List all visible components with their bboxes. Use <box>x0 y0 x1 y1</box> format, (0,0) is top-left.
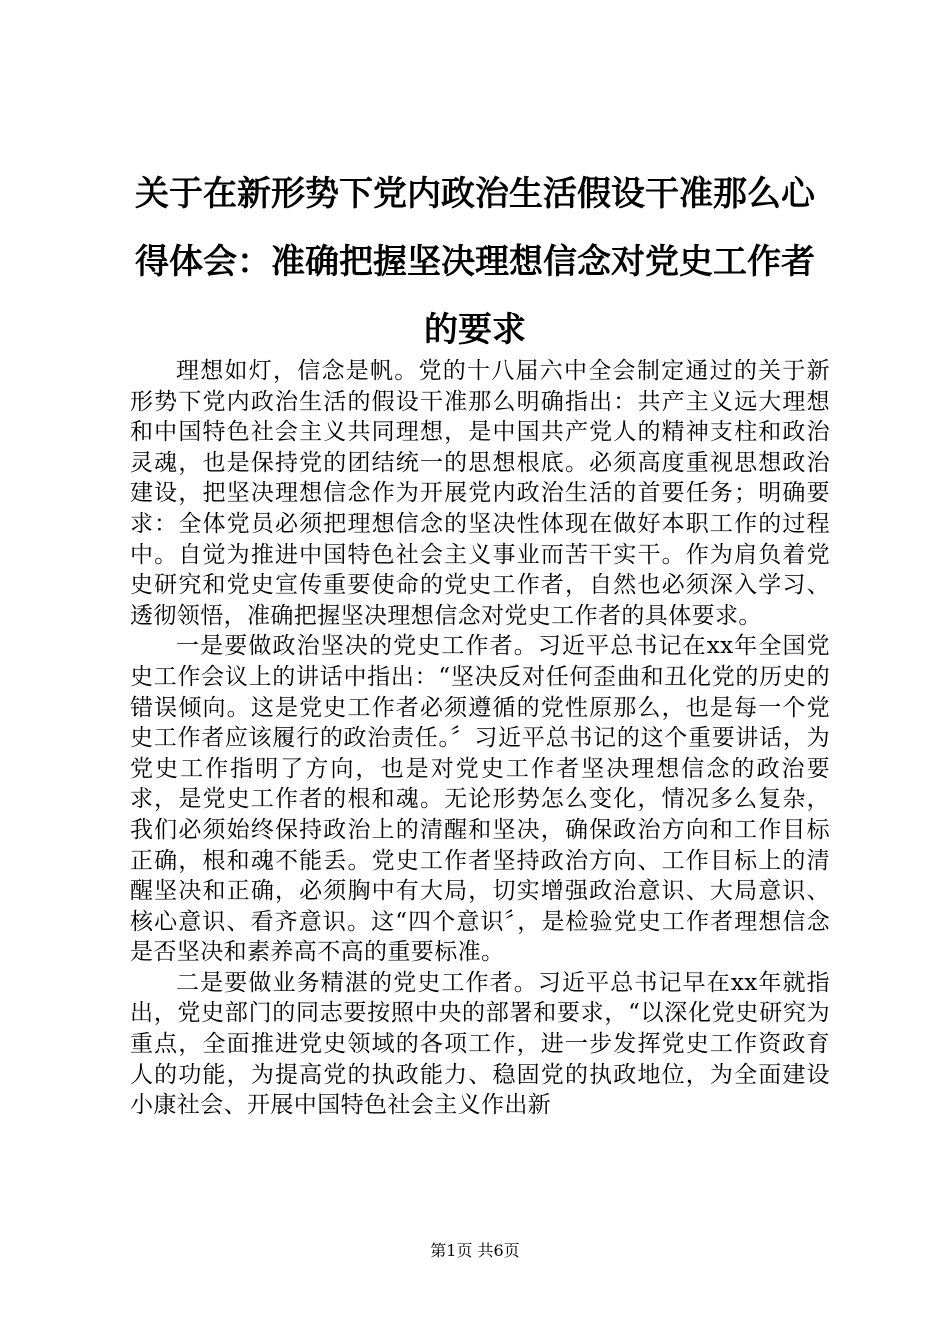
document-body <box>130 356 830 1121</box>
document-title: 关于在新形势下党内政治生活假设干准那么心得体会：准确把握坚决理想信念对党史工作者的要求 <box>135 174 815 350</box>
paragraph-2: 一是要做政治坚决的党史工作者。习近平总书记在xx年全国党史工作会议上的讲话中指出：“坚决反对任何歪曲和丑化党的历史的错误倾向。这是党史工作者必须遵循的党性原那么，也是每一个党史工作者应该履行的政治责任。〞习近平总书记的这个重要讲话，为党史工作指明了方向，也是对党史工作者坚决理想信念的政治要求，是党史工作者的根和魂。无论形势怎么变化，情况多么复杂，我们必须始终保持政治上的清醒和坚决，确保政治方向和工作目标正确，根和魂不能丢。党史工作者坚持政治方向、工作目标上的清醒坚决和正确，必须胸中有大局，切实增强政治意识、大局意识、核心意识、看齐意识。这“四个意识〞，是检验党史工作者理想信念是否坚决和素养高不高的重要标准。 <box>130 633 830 966</box>
page-number-footer: 第1页 共6页 <box>430 1241 520 1260</box>
paragraph-3: 二是要做业务精湛的党史工作者。习近平总书记早在xx年就指出，党史部门的同志要按照中央的部署和要求，“以深化党史研究为重点，全面推进党史领域的各项工作，进一步发挥党史工作资政育人的功能，为提高党的执政能力、稳固党的执政地位，为全面建设小康社会、开展中国特色社会主义作出新 <box>130 969 830 1119</box>
paragraph-1: 理想如灯，信念是帆。党的十八届六中全会制定通过的关于新形势下党内政治生活的假设干准那么明确指出：共产主义远大理想和中国特色社会主义共同理想，是中国共产党人的精神支柱和政治灵魂，也是保持党的团结统一的思想根底。必须高度重视思想政治建设，把坚决理想信念作为开展党内政治生活的首要任务；明确要求：全体党员必须把理想信念的坚决性体现在做好本职工作的过程中。自觉为推进中国特色社会主义事业而苦干实干。作为肩负着党史研究和党史宣传重要使命的党史工作者，自然也必须深入学习、透彻领悟，准确把握坚决理想信念对党史工作者的具体要求。 <box>130 358 830 629</box>
